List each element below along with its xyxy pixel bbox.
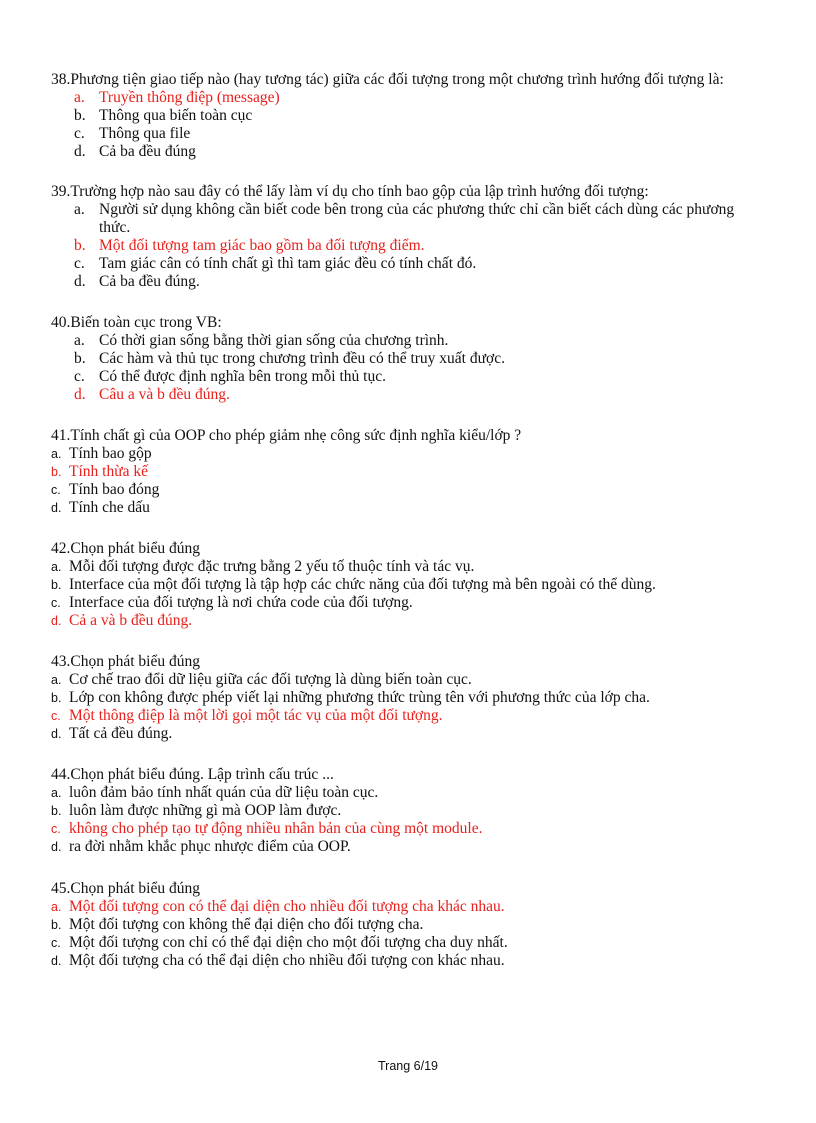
option-d [51, 143, 771, 161]
option-text: Một đối tượng cha có thể đại diện cho nhiều đối tượng con khác nhau. [69, 952, 505, 969]
option-text: Người sử dụng không cần biết code bên trong của các phương thức chỉ cần biết cách dùng các phương thức. [99, 201, 735, 236]
option-label: c. [74, 125, 85, 142]
option-a [51, 201, 771, 237]
option-label: c. [51, 709, 61, 723]
question-40 [51, 314, 771, 404]
question-title: 43.Chọn phát biểu đúng [51, 653, 200, 670]
option-text: Tính che dấu [69, 499, 150, 516]
option-text: Cả ba đều đúng. [99, 273, 200, 290]
option-label: b. [51, 918, 62, 932]
option-label: a. [51, 786, 62, 800]
question-title: 39.Trường hợp nào sau đây có thể lấy làm ví dụ cho tính bao gộp của lập trình hướng đối tượng: [51, 183, 649, 200]
question-38 [51, 71, 771, 161]
question-42 [51, 540, 771, 630]
option-label: b. [74, 107, 86, 124]
option-text: Có thể được định nghĩa bên trong mỗi thủ tục. [99, 368, 386, 385]
option-label: a. [74, 89, 85, 106]
option-text: Cả a và b đều đúng. [69, 612, 193, 629]
option-label: d. [74, 386, 86, 403]
option-text: Tam giác cân có tính chất gì thì tam giác đều có tính chất đó. [99, 255, 477, 272]
option-c [51, 481, 771, 499]
option-d-correct [51, 612, 771, 630]
option-a-correct [51, 898, 771, 916]
option-b [51, 576, 771, 594]
option-label: a. [51, 673, 62, 687]
page-number: Trang 6/19 [378, 1059, 438, 1073]
option-label: d. [51, 614, 62, 628]
option-label: b. [51, 465, 62, 479]
option-label: b. [74, 237, 86, 254]
option-label: d. [51, 954, 62, 968]
option-text: Cơ chế trao đổi dữ liệu giữa các đối tượng là dùng biến toàn cục. [69, 671, 472, 688]
option-text: Một đối tượng con chỉ có thể đại diện cho một đối tượng cha duy nhất. [69, 934, 508, 951]
question-title: 41.Tính chất gì của OOP cho phép giảm nhẹ công sức định nghĩa kiểu/lớp ? [51, 427, 522, 444]
option-label: a. [51, 447, 62, 461]
question-41 [51, 427, 771, 517]
option-label: a. [74, 201, 85, 218]
option-text: Có thời gian sống bằng thời gian sống của chương trình. [99, 332, 449, 349]
option-label: c. [51, 596, 61, 610]
option-text: Truyền thông điệp (message) [99, 89, 280, 106]
option-label: d. [51, 727, 62, 741]
option-c [51, 934, 771, 952]
option-c [51, 255, 771, 273]
option-d [51, 273, 771, 291]
option-label: c. [74, 255, 85, 272]
option-a [51, 671, 771, 689]
option-c-correct [51, 707, 771, 725]
option-text: không cho phép tạo tự động nhiều nhân bản của cùng một module. [69, 820, 483, 837]
option-text: Các hàm và thủ tục trong chương trình đều có thể truy xuất được. [99, 350, 505, 367]
option-text: luôn làm được những gì mà OOP làm được. [69, 802, 342, 819]
option-text: Lớp con không được phép viết lại những phương thức trùng tên với phương thức của lớp cha. [69, 689, 650, 706]
option-text: Một thông điệp là một lời gọi một tác vụ của một đối tượng. [69, 707, 443, 724]
option-text: Thông qua biến toàn cục [99, 107, 253, 124]
option-a [51, 445, 771, 463]
option-label: a. [74, 332, 85, 349]
option-a [51, 332, 771, 350]
option-label: d. [74, 143, 86, 160]
option-label: d. [51, 840, 62, 854]
option-label: a. [51, 560, 62, 574]
option-text: Tính thừa kế [69, 463, 148, 480]
option-d-correct [51, 386, 771, 404]
option-c-correct [51, 820, 771, 838]
option-text: Một đối tượng con có thể đại diện cho nhiều đối tượng cha khác nhau. [69, 898, 505, 915]
option-text: luôn đảm bảo tính nhất quán của dữ liệu toàn cục. [69, 784, 379, 801]
option-b-correct [51, 237, 771, 255]
question-45 [51, 880, 771, 970]
question-title: 44.Chọn phát biểu đúng. Lập trình cấu trúc ... [51, 766, 334, 783]
option-text: Thông qua file [99, 125, 191, 142]
option-label: b. [51, 578, 62, 592]
option-text: Câu a và b đều đúng. [99, 386, 230, 403]
question-39 [51, 183, 771, 291]
option-label: c. [51, 483, 61, 497]
option-a [51, 784, 771, 802]
option-text: ra đời nhằm khắc phục nhược điểm của OOP. [69, 838, 351, 855]
question-43 [51, 653, 771, 743]
option-label: a. [51, 900, 62, 914]
question-44 [51, 766, 771, 856]
option-d [51, 952, 771, 970]
option-c [51, 368, 771, 386]
option-text: Tính bao gộp [69, 445, 152, 462]
option-label: b. [51, 804, 62, 818]
option-label: b. [51, 691, 62, 705]
option-text: Mỗi đối tượng được đặc trưng bằng 2 yếu tố thuộc tính và tác vụ. [69, 558, 475, 575]
question-title: 42.Chọn phát biểu đúng [51, 540, 200, 557]
option-text: Interface của đối tượng là nơi chứa code của đối tượng. [69, 594, 413, 611]
option-label: b. [74, 350, 86, 367]
option-text: Cả ba đều đúng [99, 143, 196, 160]
option-d [51, 838, 771, 856]
option-a [51, 558, 771, 576]
option-b [51, 689, 771, 707]
option-b [51, 916, 771, 934]
option-text: Một đối tượng tam giác bao gồm ba đối tượng điểm. [99, 237, 425, 254]
option-text: Một đối tượng con không thể đại diện cho đối tượng cha. [69, 916, 424, 933]
option-b [51, 350, 771, 368]
option-b-correct [51, 463, 771, 481]
option-text: Interface của một đối tượng là tập hợp các chức năng của đối tượng mà bên ngoài có thể dùng. [69, 576, 656, 593]
option-c [51, 594, 771, 612]
option-d [51, 499, 771, 517]
option-d [51, 725, 771, 743]
question-title: 38.Phương tiện giao tiếp nào (hay tương tác) giữa các đối tượng trong một chương trình hướng đối tượng là: [51, 71, 724, 88]
option-text: Tất cả đều đúng. [69, 725, 173, 742]
option-label: c. [74, 368, 85, 385]
question-title: 40.Biến toàn cục trong VB: [51, 314, 222, 331]
option-label: d. [51, 501, 62, 515]
option-text: Tính bao đóng [69, 481, 160, 498]
option-label: c. [51, 936, 61, 950]
option-label: d. [74, 273, 86, 290]
option-c [51, 125, 771, 143]
option-label: c. [51, 822, 61, 836]
option-a-correct [51, 89, 771, 107]
option-b [51, 107, 771, 125]
option-b [51, 802, 771, 820]
question-title: 45.Chọn phát biểu đúng [51, 880, 200, 897]
